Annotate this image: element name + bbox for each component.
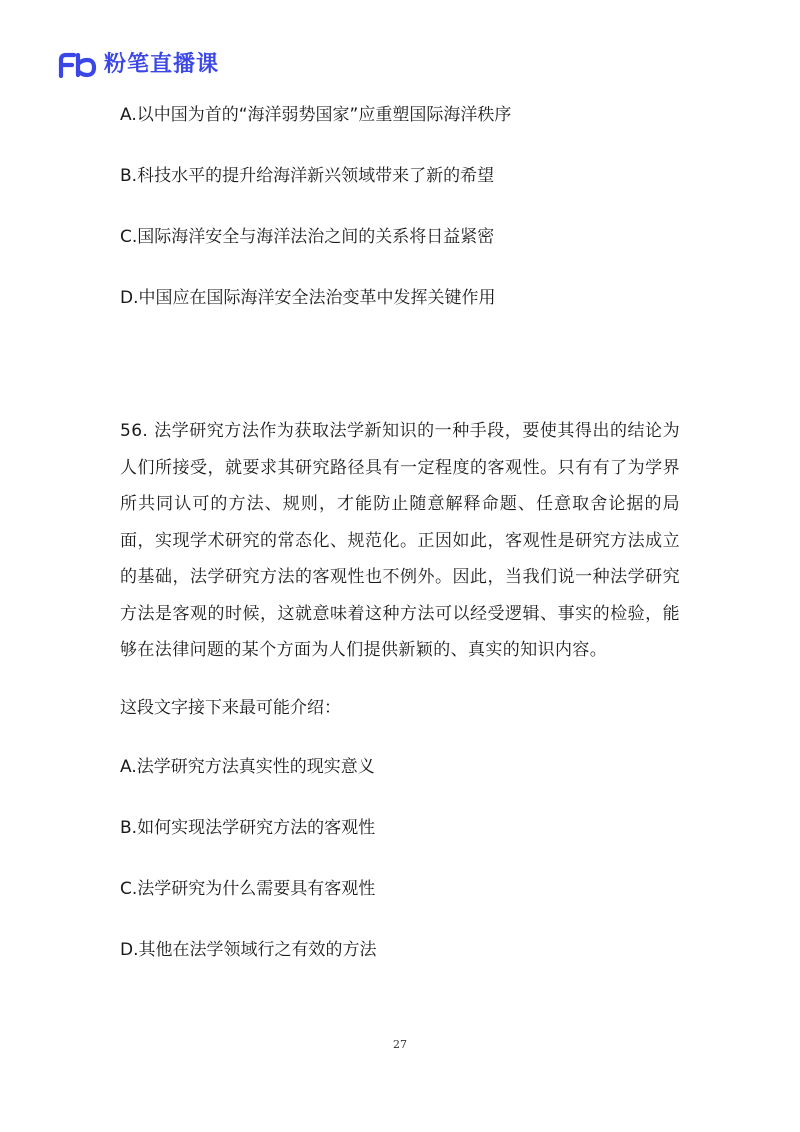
prev-option-b: B.科技水平的提升给海洋新兴领域带来了新的希望 <box>120 166 495 186</box>
page-number: 27 <box>393 1038 407 1051</box>
option-a: A.法学研究方法真实性的现实意义 <box>120 756 375 777</box>
prev-option-c: C.国际海洋安全与海洋法治之间的关系将日益紧密 <box>120 227 495 247</box>
brand-name: 粉笔直播课 <box>104 52 220 77</box>
prev-option-d: D.中国应在国际海洋安全法治变革中发挥关键作用 <box>120 288 496 308</box>
fenbi-fb-logo-icon <box>58 52 98 78</box>
question-56-text: 56. 法学研究方法作为获取法学新知识的一种手段，要使其得出的结论为人们所接受，就要求其研究路径具有一定程度的客观性。只有有了为学界所共同认可的方法、规则，才能防止随意解释命题、任意取舍论据的局面，实现学术研究的常态化、规范化。正因如此，客观性是研究方法成立的基础，法学研究方法的客观性也不例外。因此，当我们说一种法学研究方法是客观的时候，这就意味着这种方法可以经受逻辑、事实的检验，能够在法律问题的某个方面为人们提供新颖的、真实的知识内容。 <box>120 421 680 660</box>
prev-question-options <box>120 100 680 313</box>
page-content <box>120 100 680 965</box>
header-logo <box>58 52 219 78</box>
prev-option-a: A.以中国为首的“海洋弱势国家”应重塑国际海洋秩序 <box>120 105 512 125</box>
option-b: B.如何实现法学研究方法的客观性 <box>120 817 376 838</box>
question-prompt: 这段文字接下来最可能介绍： <box>120 697 341 718</box>
question-56-options <box>120 752 680 965</box>
option-d: D.其他在法学领域行之有效的方法 <box>120 939 377 960</box>
option-c: C.法学研究为什么需要具有客观性 <box>120 878 376 899</box>
